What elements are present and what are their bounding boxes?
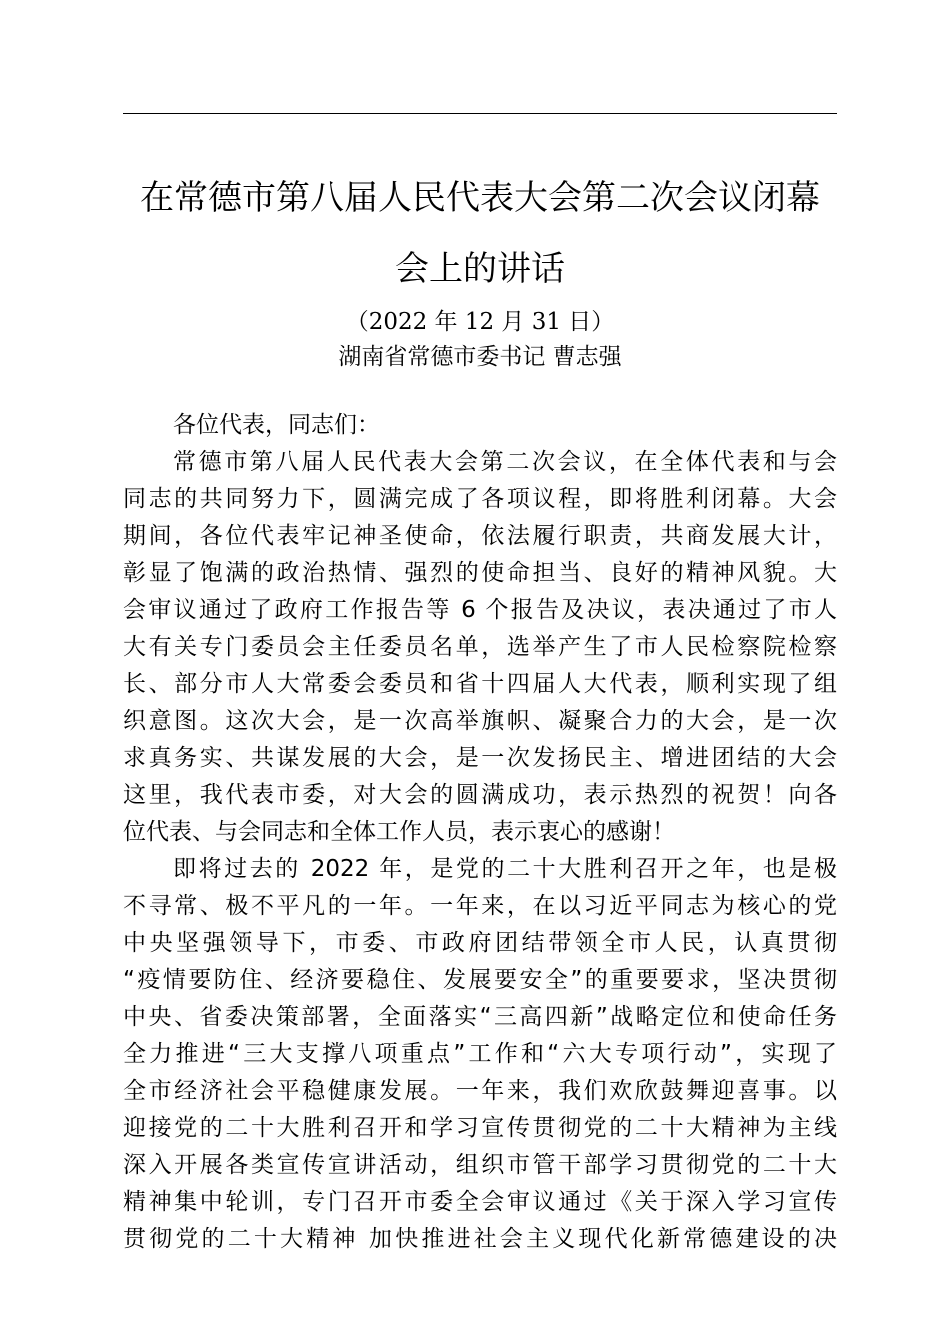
body-line: 同志的共同努力下，圆满完成了各项议程，即将胜利闭幕。大会 xyxy=(123,486,837,512)
title-line-1: 在常德市第八届人民代表大会第二次会议闭幕 xyxy=(140,178,820,218)
body-line: 彰显了饱满的政治热情、强烈的使命担当、良好的精神风貌。大 xyxy=(123,560,837,586)
body-line: 这里，我代表市委，对大会的圆满成功，表示热烈的祝贺！向各 xyxy=(123,782,837,808)
body-line: 位代表、与会同志和全体工作人员，表示衷心的感谢！ xyxy=(123,819,675,845)
body-line: 长、部分市人大常委会委员和省十四届人大代表，顺利实现了组 xyxy=(123,671,837,697)
body-line: 深入开展各类宣传宣讲活动，组织市管干部学习贯彻党的二十大 xyxy=(123,1152,837,1178)
body-line: “疫情要防住、经济要稳住、发展要安全”的重要要求，坚决贯彻 xyxy=(123,967,837,993)
body-line: 迎接党的二十大胜利召开和学习宣传贯彻党的二十大精神为主线 xyxy=(123,1115,837,1141)
body-line: 即将过去的 2022 年，是党的二十大胜利召开之年，也是极 xyxy=(173,856,837,882)
body-line: 求真务实、共谋发展的大会，是一次发扬民主、增进团结的大会 xyxy=(123,745,837,771)
body-line: 会审议通过了政府工作报告等 6 个报告及决议，表决通过了市人 xyxy=(123,597,837,623)
body-line: 精神集中轮训，专门召开市委全会审议通过《关于深入学习宣传 xyxy=(123,1189,837,1215)
salutation: 各位代表，同志们： xyxy=(173,412,380,438)
header-rule xyxy=(123,113,837,114)
body-line: 贯彻党的二十大精神 加快推进社会主义现代化新常德建设的决 xyxy=(123,1226,837,1252)
title-line-2: 会上的讲话 xyxy=(395,249,565,289)
body-line: 织意图。这次大会，是一次高举旗帜、凝聚合力的大会，是一次 xyxy=(123,708,837,734)
body-line: 期间，各位代表牢记神圣使命，依法履行职责，共商发展大计， xyxy=(123,523,837,549)
body-line: 不寻常、极不平凡的一年。一年来，在以习近平同志为核心的党 xyxy=(123,893,837,919)
body-line: 大有关专门委员会主任委员名单，选举产生了市人民检察院检察 xyxy=(123,634,837,660)
body-line: 全市经济社会平稳健康发展。一年来，我们欢欣鼓舞迎喜事。以 xyxy=(123,1078,837,1104)
body-line: 全力推进“三大支撑八项重点”工作和“六大专项行动”，实现了 xyxy=(123,1041,837,1067)
speech-date: （2022 年 12 月 31 日） xyxy=(345,309,615,335)
body-line: 中央坚强领导下，市委、市政府团结带领全市人民，认真贯彻 xyxy=(123,930,837,956)
speaker-byline: 湖南省常德市委书记 曹志强 xyxy=(338,344,622,370)
body-line: 中央、省委决策部署，全面落实“三高四新”战略定位和使命任务 xyxy=(123,1004,837,1030)
body-line: 常德市第八届人民代表大会第二次会议，在全体代表和与会 xyxy=(173,449,837,475)
